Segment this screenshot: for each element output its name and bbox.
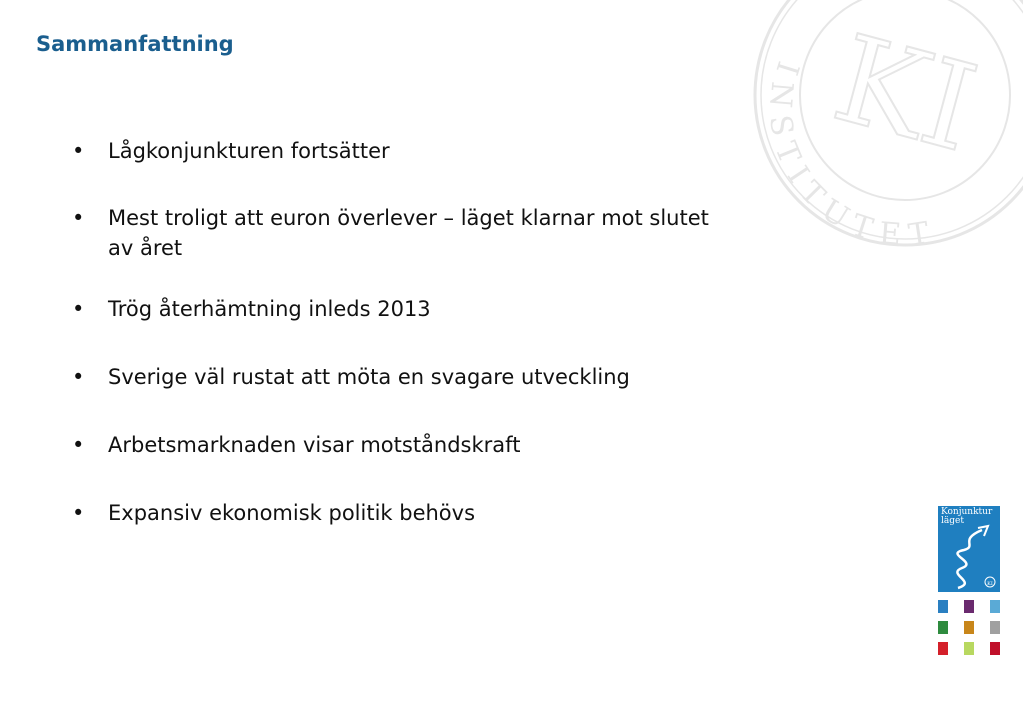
bullet-dot: • — [72, 365, 85, 389]
bullet-dot: • — [72, 297, 85, 321]
bullet-text: Arbetsmarknaden visar motståndskraft — [108, 433, 521, 457]
seal-ring-text: INSTITUTET — [761, 57, 942, 254]
bullet-text: Trög återhämtning inleds 2013 — [108, 297, 431, 321]
report-cover-image — [938, 506, 1000, 592]
bullet-item — [70, 362, 750, 392]
report-thumbnail — [938, 600, 948, 613]
bullet-dot: • — [72, 206, 85, 230]
bullet-text: Mest troligt att euron överlever – läget klarnar mot slutet av året — [108, 206, 709, 260]
bullet-dot: • — [72, 501, 85, 525]
bullet-dot: • — [72, 139, 85, 163]
bullet-dot: • — [72, 433, 85, 457]
report-thumbnail — [964, 642, 974, 655]
report-thumbnail — [964, 621, 974, 634]
cover-title: Konjunktur läget — [941, 507, 993, 526]
bullet-item — [70, 203, 750, 263]
report-thumbnail — [990, 621, 1000, 634]
page-title: Sammanfattning — [36, 32, 234, 56]
bullet-item — [70, 498, 750, 528]
report-thumbnail — [964, 600, 974, 613]
bullet-item — [70, 136, 750, 166]
report-thumbnail — [990, 600, 1000, 613]
report-thumbnail — [938, 642, 948, 655]
bullet-text: Sverige väl rustat att möta en svagare utveckling — [108, 365, 630, 389]
report-thumbnail — [938, 621, 948, 634]
bullet-item — [70, 430, 750, 460]
bullet-text: Expansiv ekonomisk politik behövs — [108, 501, 476, 525]
cover-badge: KI — [987, 581, 993, 587]
bullet-text: Lågkonjunkturen fortsätter — [108, 139, 390, 163]
bullet-item — [70, 294, 750, 324]
report-thumbnail — [990, 642, 1000, 655]
seal-monogram: KI — [820, 9, 990, 180]
ki-seal-watermark — [740, 0, 1023, 260]
